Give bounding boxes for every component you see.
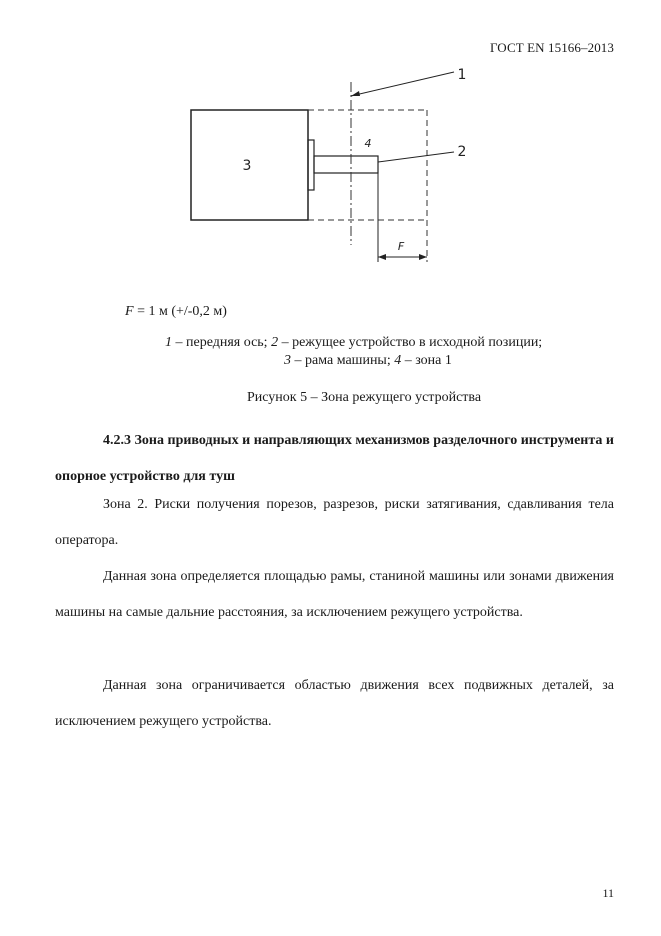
dimension-arrow-left [378, 254, 386, 260]
label-zone: 4 [364, 137, 372, 150]
legend-text-4: – зона 1 [401, 353, 452, 368]
legend-text-2: – режущее устройство в исходной позиции; [278, 335, 543, 350]
legend-text-3: – рама машины; [291, 353, 395, 368]
document-header: ГОСТ EN 15166–2013 [490, 40, 614, 55]
paragraph-zone-limits: Данная зона ограничивается областью движения всех подвижных деталей, за исключением режущего устройства. [55, 678, 614, 729]
figure-legend-line-1 [165, 335, 542, 351]
paragraph-zone-definition: Данная зона определяется площадью рамы, станиной машины или зонами движения машины на самые дальние расстояния, за исключением режущего устройства. [55, 569, 614, 620]
cutting-device-mount [308, 140, 314, 190]
leader-line-2 [378, 152, 454, 162]
legend-num-2: 2 [271, 335, 279, 350]
formula-text: = 1 м (+/-0,2 м) [133, 304, 227, 319]
paragraph-zone-2: Зона 2. Риски получения порезов, разрезов, риски затягивания, сдавливания тела оператора. [55, 497, 614, 548]
label-frame: 3 [242, 158, 252, 174]
section-heading: 4.2.3 Зона приводных и направляющих механизмов разделочного инструмента и опорное устройство для туш [55, 433, 614, 484]
figure-formula [125, 304, 227, 320]
legend-num-1: 1 [165, 335, 172, 350]
cutting-device-arm [314, 156, 378, 173]
label-leader-2: 2 [457, 144, 467, 160]
figure-drawing [0, 0, 661, 290]
label-leader-1: 1 [457, 67, 467, 83]
dimension-arrow-right [419, 254, 427, 260]
figure-legend-line-2 [284, 353, 452, 369]
formula-symbol: F [125, 304, 134, 319]
page-number: 11 [602, 886, 614, 900]
legend-num-4: 4 [394, 353, 402, 368]
leader-arrow-1 [351, 91, 360, 96]
figure-cutting-zone [0, 0, 661, 290]
legend-text-1: – передняя ось; [172, 335, 272, 350]
figure-caption: Рисунок 5 – Зона режущего устройства [247, 390, 482, 405]
legend-num-3: 3 [284, 353, 291, 368]
label-dimension: F [397, 240, 405, 253]
leader-line-1 [351, 72, 454, 96]
